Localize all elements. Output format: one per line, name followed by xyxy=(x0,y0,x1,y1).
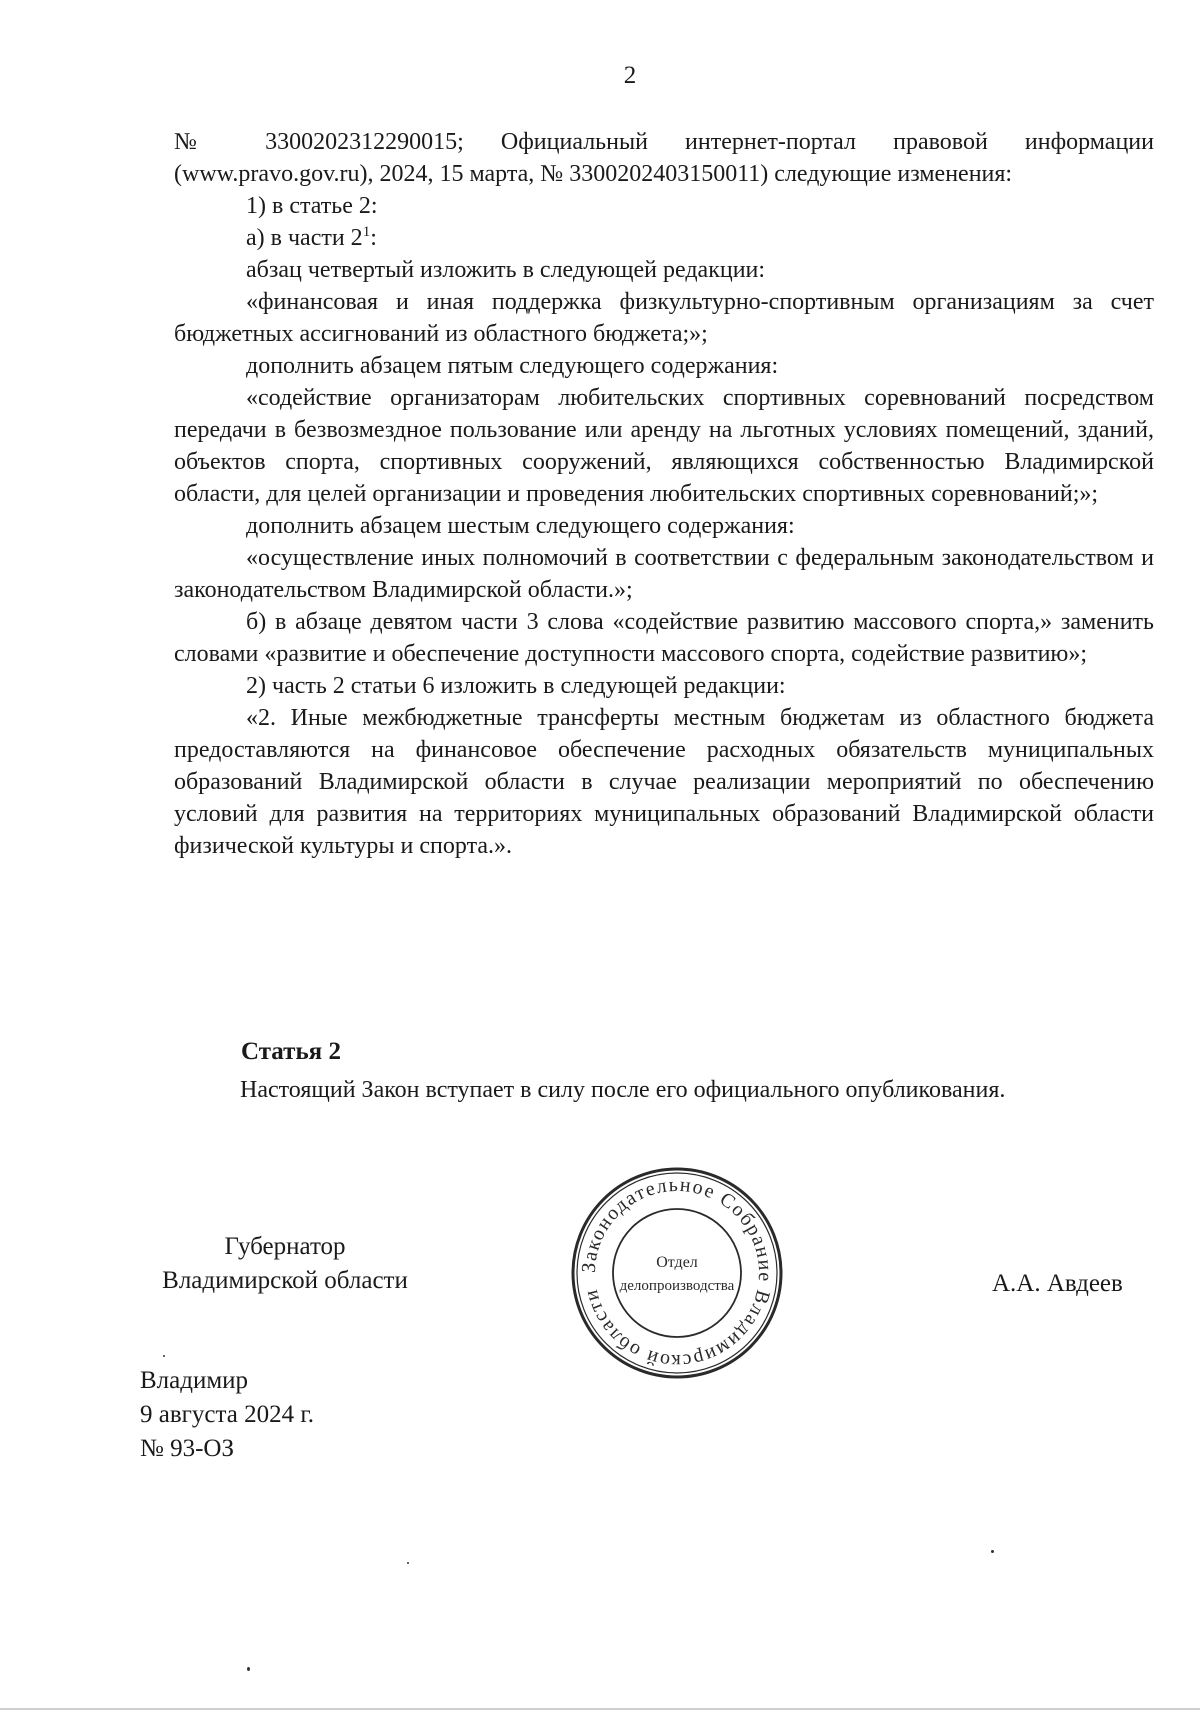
paragraph-item-1a-colon: : xyxy=(370,225,377,251)
signatory-title xyxy=(140,1230,430,1298)
paragraph-item-1b: б) в абзаце девятом части 3 слова «содействие развитию массового спорта,» заменить словами «развитие и обеспечение доступности массового спорта, содействие развитию»; xyxy=(174,609,1154,667)
article-heading: Статья 2 xyxy=(241,1038,341,1065)
page-number: 2 xyxy=(623,62,637,89)
scan-speck xyxy=(407,1562,409,1564)
paragraph-sources xyxy=(174,126,1154,190)
paragraph-item-1: 1) в статье 2: xyxy=(246,193,378,219)
paragraph-quote-4: «финансовая и иная поддержка физкультурно-спортивным организациям за счет бюджетных ассигнований из областного бюджета;»; xyxy=(174,289,1154,347)
scan-edge-line xyxy=(0,1708,1200,1710)
article-paragraph: Настоящий Закон вступает в силу после его официального опубликования. xyxy=(240,1077,1006,1103)
paragraph-instruction-4: абзац четвертый изложить в следующей редакции: xyxy=(246,257,766,283)
law-number: № 93-ОЗ xyxy=(140,1435,235,1462)
official-seal xyxy=(570,1166,784,1380)
place-date: 9 августа 2024 г. xyxy=(140,1401,315,1428)
scan-speck xyxy=(163,1355,165,1357)
paragraph-instruction-5: дополнить абзацем пятым следующего содержания: xyxy=(246,353,779,379)
place-city: Владимир xyxy=(140,1367,249,1394)
seal-center-line-1: Отдел xyxy=(656,1254,698,1271)
paragraph-item-1a-text: а) в части 2 xyxy=(246,225,363,251)
paragraph-item-2: 2) часть 2 статьи 6 изложить в следующей редакции: xyxy=(246,673,786,699)
article-text xyxy=(168,1074,1144,1106)
paragraph-quote-article-6: «2. Иные межбюджетные трансферты местным бюджетам из областного бюджета предоставляются на финансовое обеспечение расходных обязательств муниципальных образований Владимирской области в случае реализации мероприятий по обеспечению условий для развития на территориях муниципальных образований Владимирской области физической культуры и спорта.». xyxy=(174,705,1154,859)
scan-speck xyxy=(991,1550,994,1553)
signatory-name: А.А. Авдеев xyxy=(992,1270,1123,1297)
scan-speck xyxy=(247,1667,250,1671)
svg-text:Законодательное Собрание Влади xyxy=(578,1174,776,1372)
paragraph-quote-6: «осуществление иных полномочий в соответствии с федеральным законодательством и законодательством Владимирской области.»; xyxy=(174,545,1154,603)
paragraph-sources-text: № 3300202312290015; Официальный интернет-портал правовой информации (www.pravo.gov.ru), 2024, 15 марта, № 3300202403150011) следующие изменения: xyxy=(174,129,1154,187)
paragraph-item-1a xyxy=(174,222,1154,254)
superscript-mark: 1 xyxy=(362,224,371,240)
paragraph-quote-5: «содействие организаторам любительских спортивных соревнований посредством передачи в безвозмездное пользование или аренду на льготных условиях помещений, зданий, объектов спорта, спортивных сооружений, являющихся собственностью Владимирской области, для целей организации и проведения любительских спортивных соревнований;»; xyxy=(174,385,1154,507)
signatory-title-line-2: Владимирской области xyxy=(162,1267,408,1294)
amendments-text xyxy=(174,126,1154,862)
paragraph-instruction-6: дополнить абзацем шестым следующего содержания: xyxy=(246,513,795,539)
place-date-number xyxy=(140,1364,314,1466)
seal-center-line-2: делопроизводства xyxy=(619,1278,735,1294)
seal-ring-text: Законодательное Собрание Владимирской области xyxy=(577,1173,777,1373)
signatory-title-line-1: Губернатор xyxy=(224,1233,346,1260)
